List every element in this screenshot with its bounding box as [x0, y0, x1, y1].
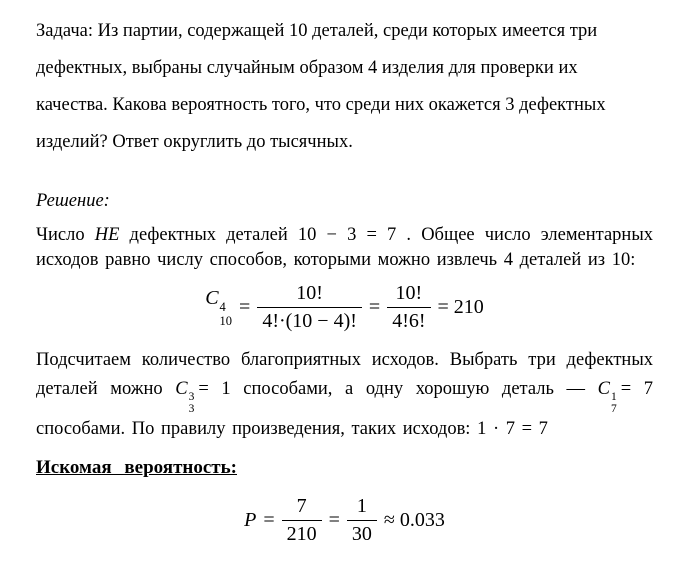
problem-statement: Задача: Из партии, содержащей 10 деталей, среди которых имеется три дефектных, выбраны случайным образом 4 изделия для проверки их качества. Какова вероятность того, что среди них окажется 3 дефектных изделий? Ответ округлить до тысячных. [36, 21, 606, 152]
combination-c3-subscript: 3 [188, 402, 195, 415]
formula2-frac2-denominator: 30 [347, 520, 377, 546]
combination-c7-subscript: 7 [610, 402, 617, 415]
combination-c3-supsub [189, 391, 195, 415]
combination-c7 [597, 378, 654, 415]
formula1-equals-1: = [239, 296, 251, 318]
final-probability-heading: Искомая вероятность: [36, 457, 237, 479]
formula2-frac1-denominator: 210 [282, 520, 322, 546]
formula1-fraction-2 [387, 282, 430, 333]
para2-segment-3: способами. По правилу произведения, таких исходов: 1 · 7 = 7 [36, 418, 548, 439]
formula2-equals-2: = [328, 509, 340, 532]
para1-emphasis: НЕ [94, 225, 120, 245]
combination-c7-superscript: 1 [610, 390, 617, 403]
combination-c7-equals: = 7 [620, 378, 654, 399]
formula2-equals-1: = [263, 509, 275, 532]
formula1-fraction-1 [257, 282, 362, 333]
para2-segment-2: способами, а одну хорошую деталь — [230, 378, 598, 399]
combination-c7-symbol: C [597, 378, 610, 399]
combination-c3 [175, 378, 231, 415]
fraction2-numerator: 10! [395, 282, 423, 304]
para1-tail: Общее число элементарных исходов равно числу способов, которыми можно извлечь 4 деталей из 10: [36, 225, 654, 270]
para1-inline-math: 10 − 3 = 7 . [297, 225, 412, 245]
combination-c3-equals: = 1 [198, 378, 231, 399]
formula2-fraction-2 [347, 495, 377, 546]
formula2-frac1-numerator: 7 [296, 495, 307, 518]
combinations-formula [36, 282, 653, 333]
combination-c7-supsub [611, 391, 617, 415]
para2-segment-1: Подсчитаем количество благоприятных исходов. Выбрать три дефектных деталей можно [36, 350, 653, 399]
solution-paragraph-1 [36, 223, 653, 273]
fraction2-denominator: 4!6! [387, 307, 430, 333]
para1-mid: дефектных деталей [119, 225, 298, 245]
formula1-supsub [220, 301, 233, 327]
combination-c3-symbol: C [175, 378, 188, 399]
probability-symbol: P [244, 509, 257, 532]
formula1-result: = 210 [437, 296, 484, 318]
formula2-approx-result: ≈ 0.033 [383, 509, 445, 532]
formula1-superscript: 4 [219, 300, 226, 315]
formula1-subscript: 10 [219, 313, 233, 328]
formula2-frac2-numerator: 1 [356, 495, 367, 518]
combination-c3-superscript: 3 [188, 390, 195, 403]
formula1-equals-2: = [368, 296, 381, 318]
fraction1-numerator: 10! [296, 282, 323, 304]
solution-heading: Решение: [36, 191, 110, 211]
fraction1-denominator: 4!·(10 − 4)! [257, 307, 362, 333]
solution-paragraph-2 [36, 346, 653, 443]
formula1-lhs [205, 287, 232, 327]
probability-formula [36, 495, 653, 546]
formula2-fraction-1 [282, 495, 322, 546]
para1-lead: Число [36, 225, 95, 245]
combination-symbol: C [205, 287, 219, 310]
